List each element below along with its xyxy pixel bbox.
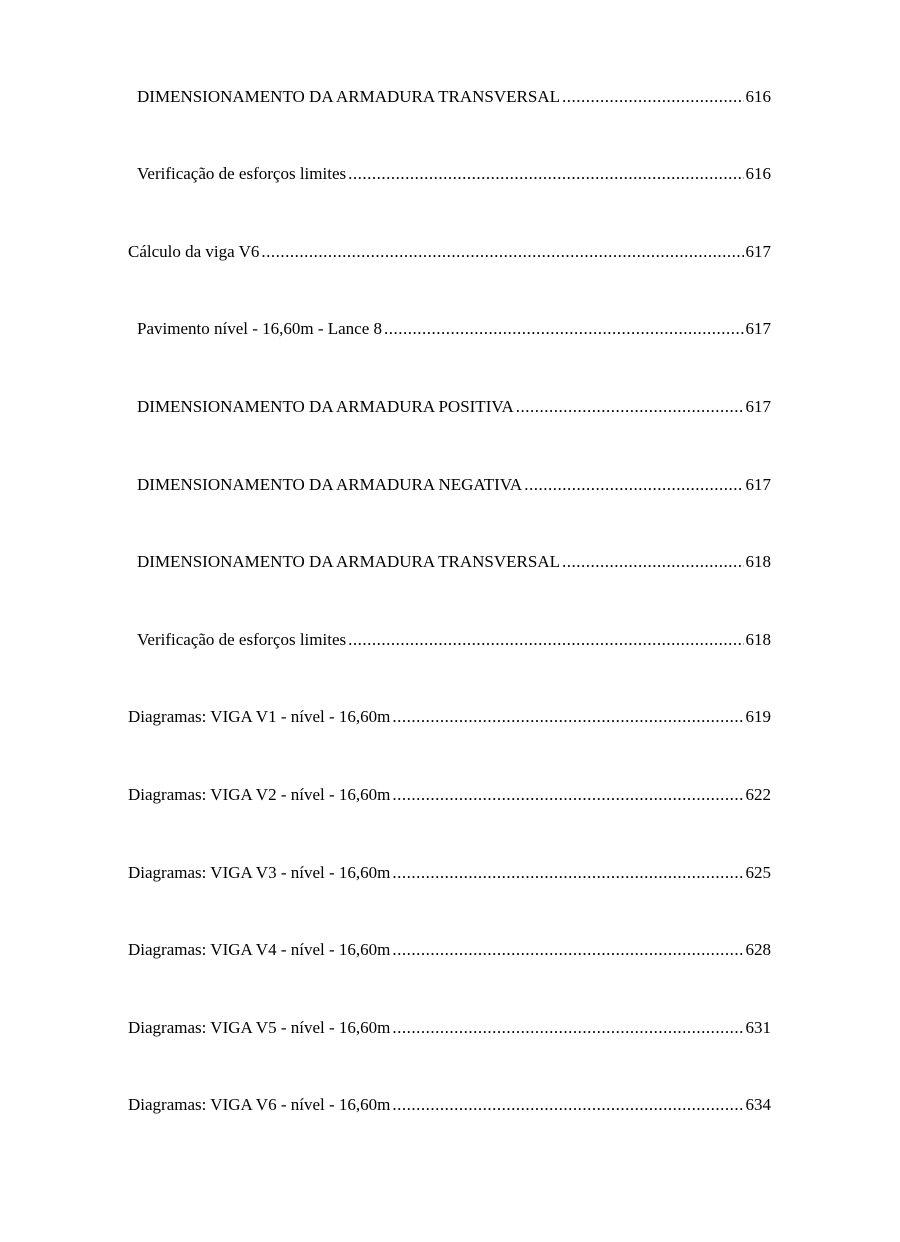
toc-page-number: 617 [745, 475, 771, 494]
toc-page-number: 622 [745, 785, 771, 804]
toc-dot-leader [384, 319, 743, 339]
toc-dot-leader [261, 242, 743, 262]
toc-page-number: 618 [745, 630, 771, 649]
toc-entry-title: Diagramas: VIGA V5 - nível - 16,60m [128, 1018, 391, 1037]
toc-entry-title: Pavimento nível - 16,60m - Lance 8 [137, 319, 383, 338]
toc-entry-title: Cálculo da viga V6 [128, 242, 260, 261]
toc-dot-leader [392, 863, 743, 883]
toc-page-number: 634 [745, 1095, 771, 1114]
toc-entry-title: Diagramas: VIGA V6 - nível - 16,60m [128, 1095, 391, 1114]
toc-page-number: 617 [745, 319, 771, 338]
toc-entry[interactable] [128, 863, 771, 883]
toc-entry[interactable] [128, 242, 771, 262]
toc-entry[interactable] [137, 164, 771, 184]
toc-page-number: 616 [745, 164, 771, 183]
toc-entry[interactable] [137, 630, 771, 650]
toc-entry-title: Verificação de esforços limites [137, 164, 347, 183]
toc-page-number: 617 [745, 242, 771, 261]
toc-entry-title: Diagramas: VIGA V3 - nível - 16,60m [128, 863, 391, 882]
toc-entry-title: Verificação de esforços limites [137, 630, 347, 649]
toc-entry[interactable] [128, 1018, 771, 1038]
toc-entry-title: Diagramas: VIGA V2 - nível - 16,60m [128, 785, 391, 804]
toc-page-number: 618 [745, 552, 771, 571]
toc-dot-leader [348, 164, 743, 184]
toc-dot-leader [562, 552, 744, 572]
toc-entry[interactable] [137, 87, 771, 107]
toc-dot-leader [392, 785, 743, 805]
toc-page-number: 619 [745, 707, 771, 726]
toc-entry-title: DIMENSIONAMENTO DA ARMADURA NEGATIVA [137, 475, 523, 494]
toc-entry-title: DIMENSIONAMENTO DA ARMADURA TRANSVERSAL [137, 87, 560, 106]
toc-page-number: 631 [745, 1018, 771, 1037]
toc-entry[interactable] [128, 707, 771, 727]
toc-entry-title: DIMENSIONAMENTO DA ARMADURA POSITIVA [137, 397, 514, 416]
toc-entry[interactable] [137, 397, 771, 417]
toc-page-number: 625 [745, 863, 771, 882]
toc-dot-leader [524, 475, 743, 495]
toc-dot-leader [562, 87, 744, 107]
toc-entry[interactable] [137, 475, 771, 495]
toc-page-number: 628 [745, 940, 771, 959]
toc-entry[interactable] [137, 319, 771, 339]
toc-entry-title: Diagramas: VIGA V4 - nível - 16,60m [128, 940, 391, 959]
toc-dot-leader [392, 1018, 743, 1038]
toc-entry-title: Diagramas: VIGA V1 - nível - 16,60m [128, 707, 391, 726]
toc-page-number: 617 [745, 397, 771, 416]
toc-dot-leader [392, 940, 743, 960]
toc-entry[interactable] [128, 785, 771, 805]
toc-dot-leader [348, 630, 743, 650]
toc-dot-leader [392, 707, 743, 727]
toc-entry[interactable] [137, 552, 771, 572]
toc-dot-leader [516, 397, 744, 417]
toc-entry[interactable] [128, 1095, 771, 1115]
toc-page-number: 616 [745, 87, 771, 106]
toc-entry[interactable] [128, 940, 771, 960]
toc-entry-title: DIMENSIONAMENTO DA ARMADURA TRANSVERSAL [137, 552, 560, 571]
toc-dot-leader [392, 1095, 743, 1115]
